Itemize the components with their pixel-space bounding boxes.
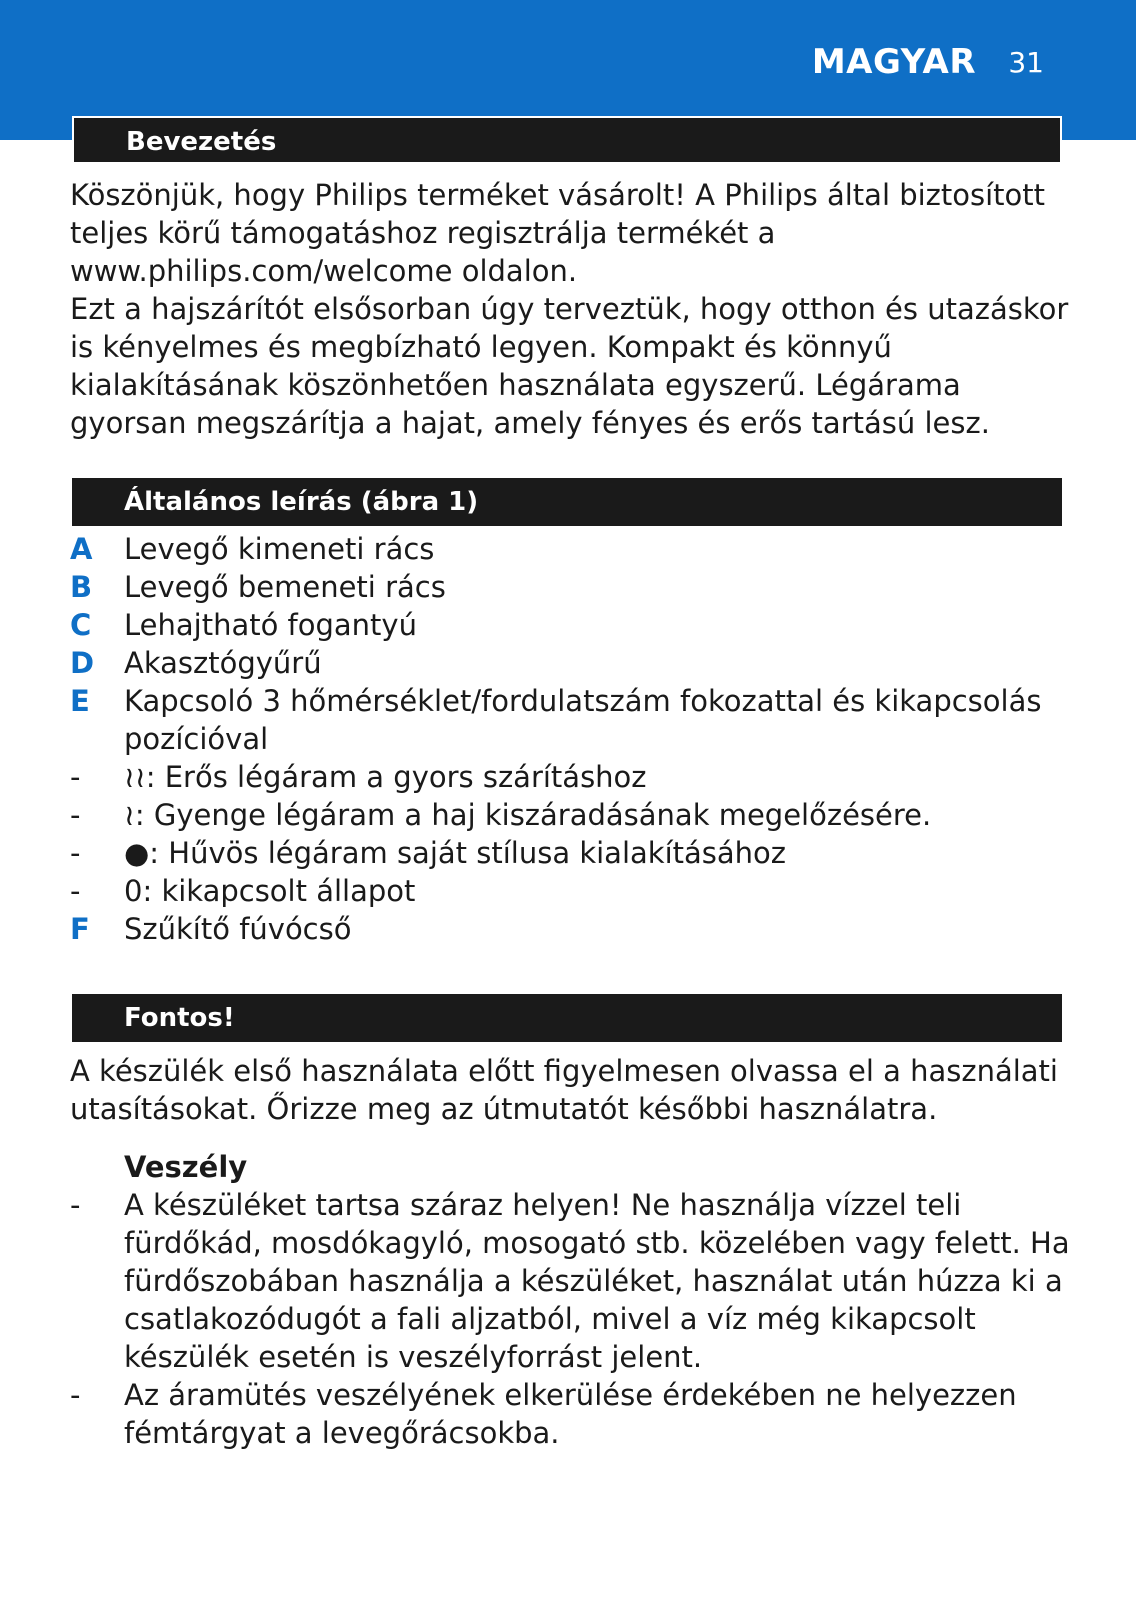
danger-list: [70, 1186, 1070, 1452]
list-item: - Az áramütés veszélyének elkerülése érdekében ne helyezzen fémtárgyat a levegőrácsokba.: [70, 1378, 1017, 1450]
list-item: - 0: kikapcsolt állapot: [70, 874, 416, 908]
list-item: B Levegő bemeneti rács: [70, 570, 446, 604]
list-item: C Lehajtható fogantyú: [70, 608, 417, 642]
page-number: 31: [1008, 46, 1044, 79]
section-heading-intro: [72, 116, 1062, 164]
list-item: - ≀≀: Erős légáram a gyors szárításhoz: [70, 760, 647, 794]
danger-heading: Veszély: [124, 1150, 248, 1184]
section-title: Általános leírás (ábra 1): [124, 487, 479, 517]
section-heading-description: [72, 478, 1062, 526]
list-item: - A készüléket tartsa száraz helyen! Ne használja vízzel teli fürdőkád, mosdókagyló, mosogató stb. közelében vagy felett. Ha fürdőszobában használja a készüléket, használat után húzza ki a csatlakozódugót a fali aljzatból, mivel a víz még kikapcsolt készülék esetén is veszélyforrást jelent.: [70, 1188, 1070, 1374]
language-label: MAGYAR: [811, 42, 976, 82]
list-item: F Szűkítő fúvócső: [70, 912, 352, 946]
list-item: E Kapcsoló 3 hőmérséklet/fordulatszám fokozattal és kikapcsolás pozícióval: [70, 684, 1042, 756]
intro-paragraph-1: Köszönjük, hogy Philips terméket vásárolt! A Philips által biztosított teljes körű támogatáshoz regisztrálja termékét a www.philips.com/welcome oldalon.: [70, 178, 1046, 288]
parts-list: [70, 530, 1070, 948]
list-item: A Levegő kimeneti rács: [70, 532, 435, 566]
list-item: - ●: Hűvös légáram saját stílusa kialakításához: [70, 836, 786, 870]
section-title: Bevezetés: [126, 127, 277, 157]
list-item: - ≀: Gyenge légáram a haj kiszáradásának megelőzésére.: [70, 798, 932, 832]
important-paragraph: A készülék első használata előtt figyelmesen olvassa el a használati utasításokat. Őrizze meg az útmutatót későbbi használatra.: [70, 1054, 1058, 1126]
intro-paragraph-2: Ezt a hajszárítót elsősorban úgy terveztük, hogy otthon és utazáskor is kényelmes és megbízható legyen. Kompakt és könnyű kialakításának köszönhetően használata egyszerű. Légárama gyorsan megszárítja a hajat, amely fényes és erős tartású lesz.: [70, 292, 1069, 440]
list-item: D Akasztógyűrű: [70, 646, 322, 680]
section-title: Fontos!: [124, 1003, 235, 1033]
section-heading-important: [72, 994, 1062, 1042]
